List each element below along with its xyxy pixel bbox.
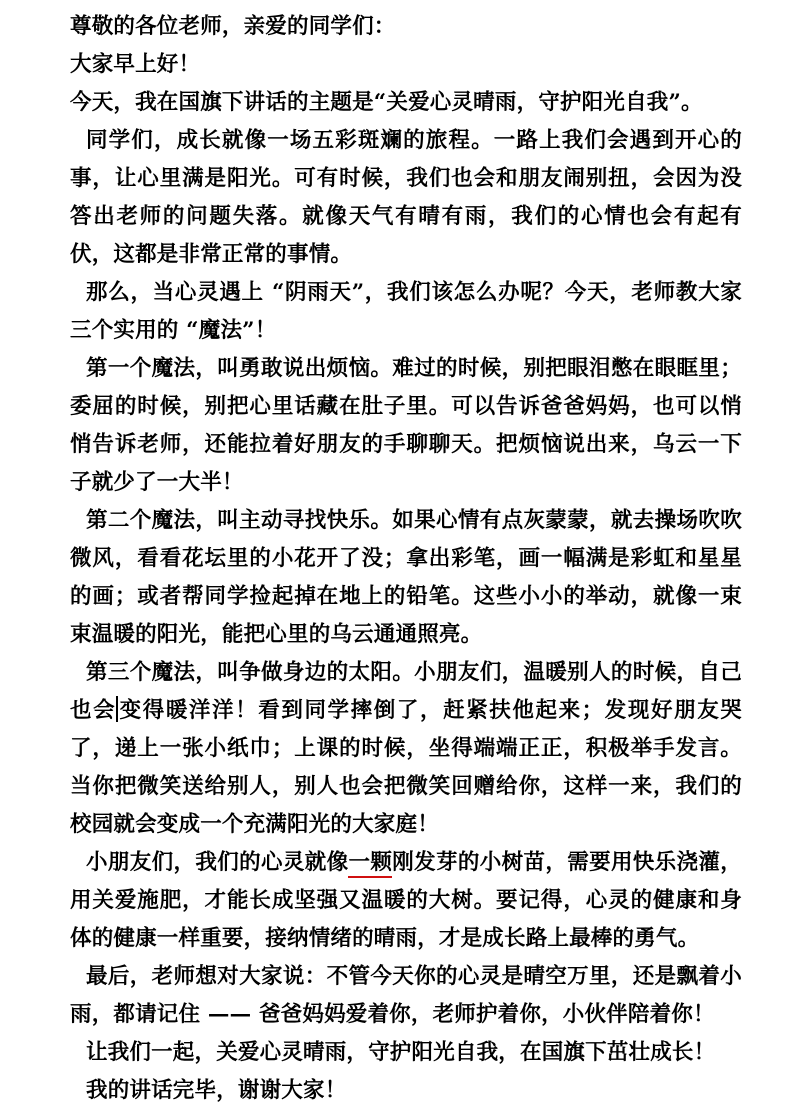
paragraph-salutation: 尊敬的各位老师，亲爱的同学们： <box>70 14 396 39</box>
paragraph-intro-growth: 同学们，成长就像一场五彩斑斓的旅程。一路上我们会遇到开心的事，让心里满是阳光。可有时候，我们也会和朋友闹别扭，会因为没答出老师的问题失落。就像天气有晴有雨，我们的心情也会有起有伏，这都是非常正常的事情。 <box>70 128 742 267</box>
paragraph-question-three-magics: 那么，当心灵遇上 “阴雨天”，我们该怎么办呢？今天，老师教大家三个实用的 “魔法”！ <box>70 280 742 343</box>
paragraph-magic-two: 第二个魔法，叫主动寻找快乐。如果心情有点灰蒙蒙，就去操场吹吹微风，看看花坛里的小花开了没；拿出彩笔，画一幅满是彩虹和星星的画；或者帮同学捡起掉在地上的铅笔。这些小小的举动，就像一束束温暖的阳光，能把心里的乌云通通照亮。 <box>70 508 742 647</box>
paragraph-greeting: 大家早上好！ <box>70 52 201 77</box>
spellcheck-error-text[interactable]: 一颗 <box>348 850 392 878</box>
paragraph-thanks: 我的讲话完毕，谢谢大家！ <box>86 1078 347 1103</box>
paragraph-sapling-metaphor <box>70 844 742 958</box>
paragraph-topic: 今天，我在国旗下讲话的主题是“关爱心灵晴雨，守护阳光自我”。 <box>70 90 703 115</box>
sapling-text-part-1: 小朋友们，我们的心灵就像 <box>86 850 349 875</box>
sapling-text-part-2: 刚发芽的小树苗，需要用快乐浇灌，用关爱施肥，才能长成坚强又温暖的大树。要记得，心灵的健康和身体的健康一样重要，接纳情绪的晴雨，才是成长路上最棒的勇气。 <box>70 850 742 951</box>
paragraph-magic-one: 第一个魔法，叫勇敢说出烦恼。难过的时候，别把眼泪憋在眼眶里；委屈的时候，别把心里话藏在肚子里。可以告诉爸爸妈妈，也可以悄悄告诉老师，还能拉着好朋友的手聊聊天。把烦恼说出来，乌云一下子就少了一大半！ <box>70 356 742 495</box>
magic-three-text-after-caret: 变得暖洋洋！看到同学摔倒了，赶紧扶他起来；发现好朋友哭了，递上一张小纸巾；上课的时候，坐得端端正正，积极举手发言。当你把微笑送给别人，别人也会把微笑回赠给你，这样一来，我们的校园就会变成一个充满阳光的大家庭！ <box>70 698 743 837</box>
magic-three-text-before-caret: 第三个魔法，叫争做身边的太阳。小朋友们，温暖别人的时候，自己也会 <box>70 660 742 723</box>
paragraph-call-to-action: 让我们一起，关爱心灵晴雨，守护阳光自我，在国旗下茁壮成长！ <box>86 1040 716 1065</box>
paragraph-closing-message: 最后，老师想对大家说：不管今天你的心灵是晴空万里，还是飘着小雨，都请记住 —— 爸爸妈妈爱着你，老师护着你，小伙伴陪着你！ <box>70 964 742 1027</box>
paragraph-magic-three <box>70 654 742 844</box>
document-body[interactable] <box>70 8 742 1110</box>
